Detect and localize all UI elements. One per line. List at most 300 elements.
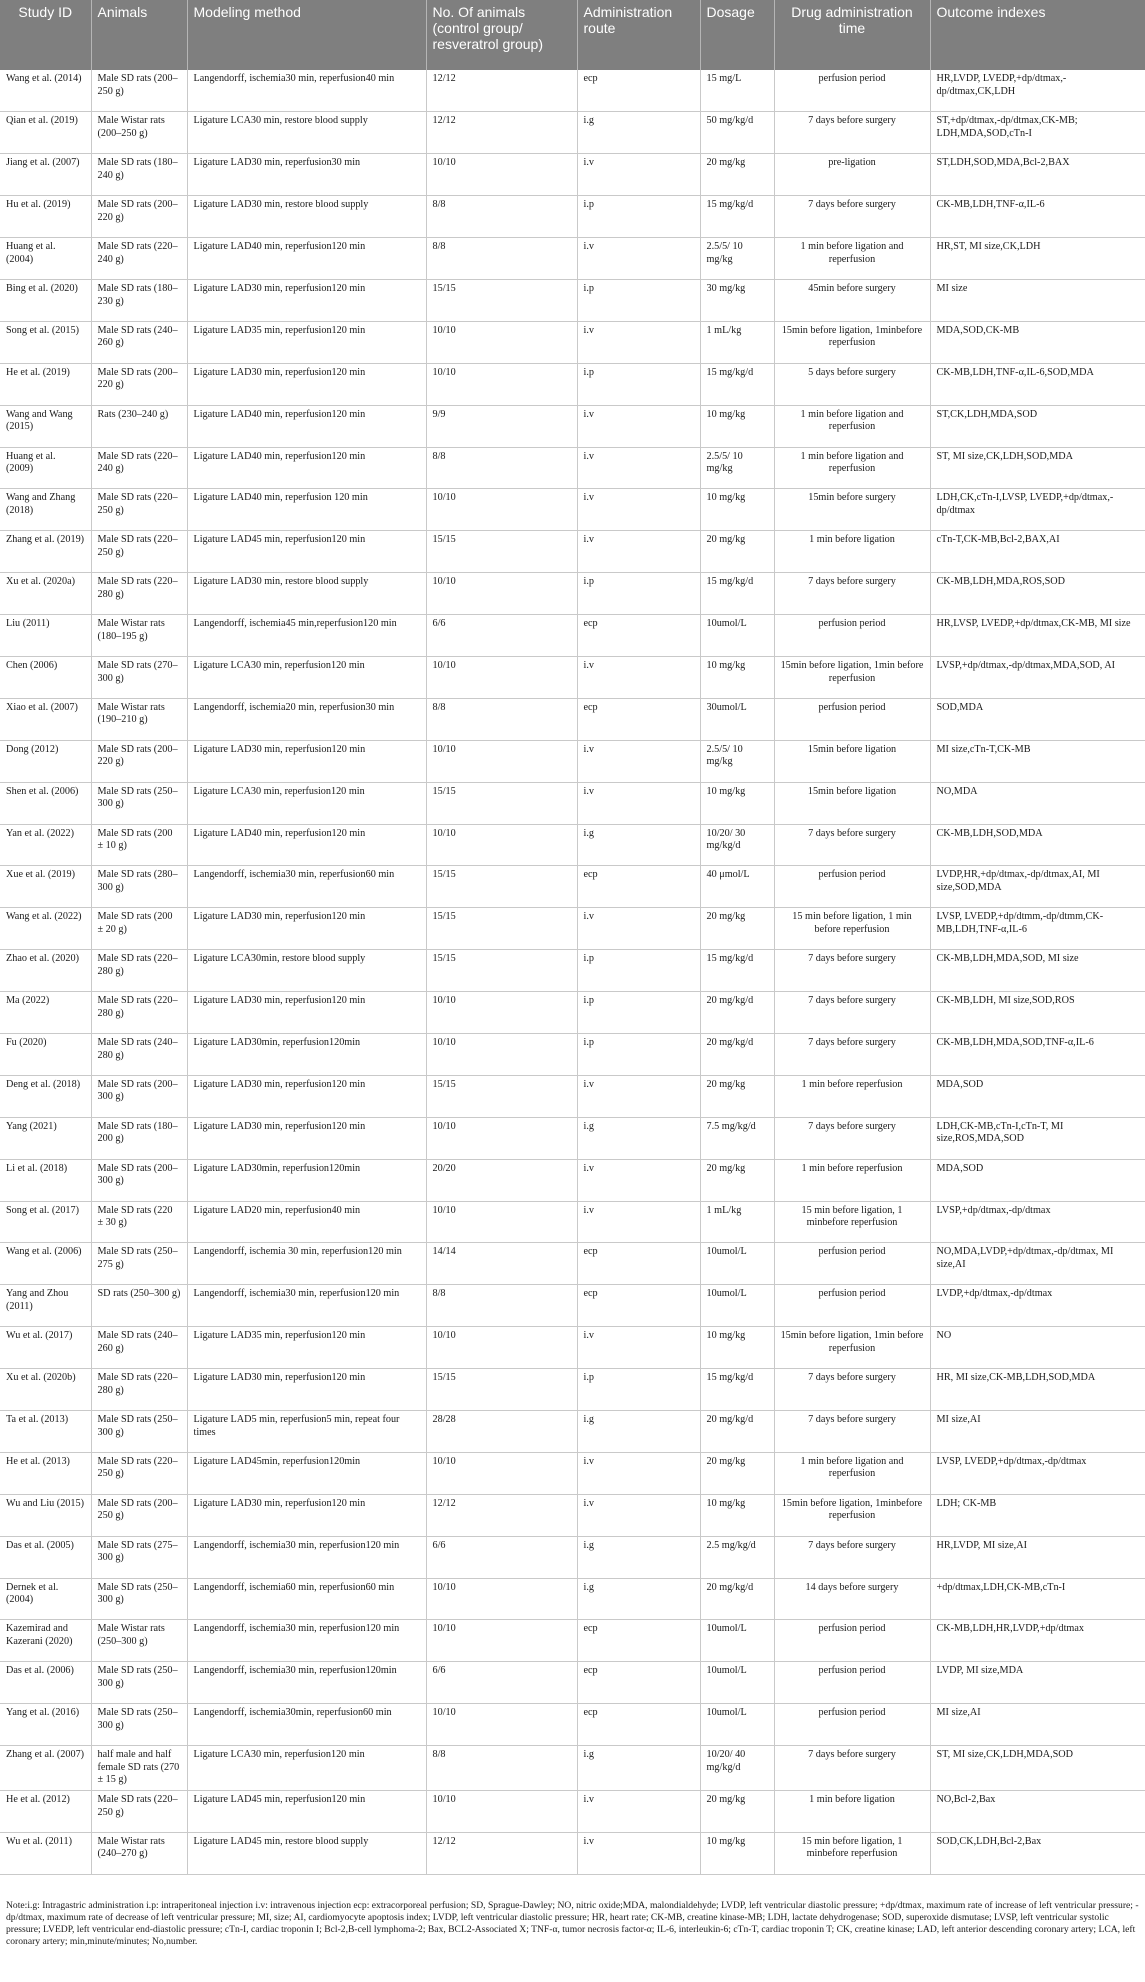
cell-route: i.v bbox=[577, 1159, 700, 1201]
table-row bbox=[0, 1411, 1145, 1453]
table-footnote: Note:i.g: Intragastric administration i.p: intraperitoneal injection i.v: intravenous injection ecp: extracorporeal perfusion; SD, Sprague-Dawley; NO, nitric oxide;MDA, malondialdehyde; LVDP, left ventricular diastolic pressure; +dp/dtmax, maximum rate of increase of left ventricular pressure; -dp/dtmax, maximum rate of decrease of left ventricular pressure; MI, size; AI, cardiomyocyte apoptosis index; LVDP, left ventricular diastolic pressure; HR, heart rate; CK-MB, creatine kinase-MB; LDH, lactate dehydrogenase; SOD, superoxide dismutase; LVSP, left ventricular systolic pressure; LVEDP, left ventricular end-diastolic pressure; cTn-I, cardiac troponin I; Bcl-2,B-cell lymphoma-2; Bax, BCL2-Associated X; TNF-α, tumor necrosis factor-α; IL-6, interleukin-6; cTn-T, cardiac troponin T; CK, creatine kinase; LAD, left anterior descending coronary artery; LCA, left coronary artery; min,minute/minutes; No,number. bbox=[6, 1900, 1139, 1947]
cell-route: i.v bbox=[577, 1075, 700, 1117]
table-header-row bbox=[0, 0, 1145, 70]
cell-administration-time: 1 min before ligation bbox=[774, 531, 930, 573]
cell-modeling-method: Langendorff, ischemia30 min, reperfusion120 min bbox=[187, 1285, 426, 1327]
cell-dosage: 50 mg/kg/d bbox=[700, 112, 774, 154]
cell-outcome-indexes: +dp/dtmax,LDH,CK-MB,cTn-I bbox=[930, 1578, 1145, 1620]
header-modeling-method: Modeling method bbox=[187, 0, 426, 70]
cell-administration-time: 7 days before surgery bbox=[774, 1746, 930, 1791]
cell-outcome-indexes: HR,LVDP, LVEDP,+dp/dtmax,-dp/dtmax,CK,LDH bbox=[930, 70, 1145, 112]
cell-route: i.v bbox=[577, 154, 700, 196]
cell-study-id: Deng et al. (2018) bbox=[0, 1075, 91, 1117]
cell-outcome-indexes: MI size,cTn-T,CK-MB bbox=[930, 740, 1145, 782]
cell-animals: Male Wistar rats (180–195 g) bbox=[91, 615, 187, 657]
cell-administration-time: 5 days before surgery bbox=[774, 363, 930, 405]
table-row bbox=[0, 531, 1145, 573]
cell-dosage: 20 mg/kg bbox=[700, 531, 774, 573]
cell-modeling-method: Ligature LAD45 min, restore blood supply bbox=[187, 1832, 426, 1874]
cell-outcome-indexes: NO,Bcl-2,Bax bbox=[930, 1790, 1145, 1832]
cell-outcome-indexes: LVDP,+dp/dtmax,-dp/dtmax bbox=[930, 1285, 1145, 1327]
cell-dosage: 40 μmol/L bbox=[700, 866, 774, 908]
cell-route: ecp bbox=[577, 1285, 700, 1327]
cell-route: i.v bbox=[577, 405, 700, 447]
cell-outcome-indexes: LVSP,+dp/dtmax,-dp/dtmax bbox=[930, 1201, 1145, 1243]
cell-animal-count: 15/15 bbox=[426, 908, 577, 950]
cell-route: i.v bbox=[577, 489, 700, 531]
cell-modeling-method: Langendorff, ischemia60 min, reperfusion60 min bbox=[187, 1578, 426, 1620]
cell-animal-count: 10/10 bbox=[426, 656, 577, 698]
table-row bbox=[0, 573, 1145, 615]
cell-dosage: 15 mg/kg/d bbox=[700, 363, 774, 405]
cell-animal-count: 14/14 bbox=[426, 1243, 577, 1285]
cell-study-id: Yang et al. (2016) bbox=[0, 1704, 91, 1746]
cell-study-id: Das et al. (2005) bbox=[0, 1536, 91, 1578]
cell-modeling-method: Ligature LAD30 min, reperfusion120 min bbox=[187, 908, 426, 950]
header-animals: Animals bbox=[91, 0, 187, 70]
table-row bbox=[0, 1201, 1145, 1243]
cell-animal-count: 6/6 bbox=[426, 615, 577, 657]
cell-animal-count: 10/10 bbox=[426, 824, 577, 866]
cell-modeling-method: Langendorff, ischemia45 min,reperfusion120 min bbox=[187, 615, 426, 657]
cell-administration-time: 7 days before surgery bbox=[774, 196, 930, 238]
table-row bbox=[0, 656, 1145, 698]
cell-animals: Male SD rats (250–300 g) bbox=[91, 1704, 187, 1746]
cell-study-id: Yang (2021) bbox=[0, 1117, 91, 1159]
cell-dosage: 15 mg/L bbox=[700, 70, 774, 112]
cell-dosage: 20 mg/kg/d bbox=[700, 1578, 774, 1620]
cell-study-id: Huang et al. (2004) bbox=[0, 238, 91, 280]
cell-modeling-method: Langendorff, ischemia30 min, reperfusion60 min bbox=[187, 866, 426, 908]
table-row bbox=[0, 1790, 1145, 1832]
cell-route: ecp bbox=[577, 615, 700, 657]
cell-outcome-indexes: LVDP, MI size,MDA bbox=[930, 1662, 1145, 1704]
cell-modeling-method: Ligature LAD40 min, reperfusion120 min bbox=[187, 405, 426, 447]
table-row bbox=[0, 992, 1145, 1034]
cell-route: ecp bbox=[577, 1620, 700, 1662]
cell-administration-time: 14 days before surgery bbox=[774, 1578, 930, 1620]
cell-animals: Male SD rats (200 ± 10 g) bbox=[91, 824, 187, 866]
cell-animal-count: 12/12 bbox=[426, 1494, 577, 1536]
cell-route: i.g bbox=[577, 1117, 700, 1159]
cell-animals: Male SD rats (220–240 g) bbox=[91, 238, 187, 280]
cell-administration-time: perfusion period bbox=[774, 1285, 930, 1327]
cell-modeling-method: Ligature LAD40 min, reperfusion120 min bbox=[187, 238, 426, 280]
cell-dosage: 2.5/5/ 10 mg/kg bbox=[700, 740, 774, 782]
cell-outcome-indexes: CK-MB,LDH,TNF-α,IL-6 bbox=[930, 196, 1145, 238]
cell-animal-count: 10/10 bbox=[426, 321, 577, 363]
table-row bbox=[0, 112, 1145, 154]
cell-outcome-indexes: CK-MB,LDH,SOD,MDA bbox=[930, 824, 1145, 866]
cell-administration-time: 15min before ligation bbox=[774, 740, 930, 782]
cell-modeling-method: Ligature LAD30min, reperfusion120min bbox=[187, 1033, 426, 1075]
cell-study-id: Song et al. (2015) bbox=[0, 321, 91, 363]
cell-animal-count: 12/12 bbox=[426, 1832, 577, 1874]
cell-study-id: Li et al. (2018) bbox=[0, 1159, 91, 1201]
cell-animals: Rats (230–240 g) bbox=[91, 405, 187, 447]
table-row bbox=[0, 405, 1145, 447]
cell-route: i.v bbox=[577, 782, 700, 824]
table-row bbox=[0, 1369, 1145, 1411]
cell-route: i.v bbox=[577, 908, 700, 950]
cell-study-id: Dong (2012) bbox=[0, 740, 91, 782]
cell-study-id: Yang and Zhou (2011) bbox=[0, 1285, 91, 1327]
cell-study-id: Xu et al. (2020b) bbox=[0, 1369, 91, 1411]
cell-animal-count: 15/15 bbox=[426, 1369, 577, 1411]
cell-modeling-method: Ligature LAD40 min, reperfusion 120 min bbox=[187, 489, 426, 531]
cell-outcome-indexes: HR,LVDP, MI size,AI bbox=[930, 1536, 1145, 1578]
cell-administration-time: 1 min before ligation and reperfusion bbox=[774, 405, 930, 447]
cell-study-id: Xiao et al. (2007) bbox=[0, 698, 91, 740]
cell-animals: Male SD rats (250–300 g) bbox=[91, 1578, 187, 1620]
cell-animals: Male SD rats (220–280 g) bbox=[91, 573, 187, 615]
cell-animal-count: 15/15 bbox=[426, 950, 577, 992]
cell-route: ecp bbox=[577, 1243, 700, 1285]
cell-animals: Male SD rats (250–300 g) bbox=[91, 1662, 187, 1704]
cell-animal-count: 10/10 bbox=[426, 992, 577, 1034]
cell-route: i.g bbox=[577, 112, 700, 154]
header-outcome-indexes: Outcome indexes bbox=[930, 0, 1145, 70]
cell-modeling-method: Ligature LCA30min, restore blood supply bbox=[187, 950, 426, 992]
cell-animals: Male SD rats (200 ± 20 g) bbox=[91, 908, 187, 950]
cell-route: i.v bbox=[577, 238, 700, 280]
table-row bbox=[0, 489, 1145, 531]
cell-modeling-method: Ligature LAD5 min, reperfusion5 min, repeat four times bbox=[187, 1411, 426, 1453]
cell-route: i.p bbox=[577, 1369, 700, 1411]
cell-study-id: He et al. (2012) bbox=[0, 1790, 91, 1832]
cell-dosage: 2.5/5/ 10 mg/kg bbox=[700, 238, 774, 280]
table-row bbox=[0, 615, 1145, 657]
cell-modeling-method: Langendorff, ischemia30 min, reperfusion120min bbox=[187, 1662, 426, 1704]
cell-animals: Male SD rats (240–260 g) bbox=[91, 1327, 187, 1369]
cell-administration-time: 1 min before ligation and reperfusion bbox=[774, 447, 930, 489]
cell-modeling-method: Ligature LAD30 min, reperfusion30 min bbox=[187, 154, 426, 196]
cell-study-id: Bing et al. (2020) bbox=[0, 279, 91, 321]
cell-study-id: Liu (2011) bbox=[0, 615, 91, 657]
cell-animals: Male SD rats (220 ± 30 g) bbox=[91, 1201, 187, 1243]
cell-study-id: Qian et al. (2019) bbox=[0, 112, 91, 154]
table-row bbox=[0, 1620, 1145, 1662]
cell-outcome-indexes: cTn-T,CK-MB,Bcl-2,BAX,AI bbox=[930, 531, 1145, 573]
cell-animal-count: 12/12 bbox=[426, 70, 577, 112]
cell-dosage: 20 mg/kg bbox=[700, 1075, 774, 1117]
cell-administration-time: 15min before ligation, 1min before reperfusion bbox=[774, 1327, 930, 1369]
cell-animals: half male and half female SD rats (270 ± 15 g) bbox=[91, 1746, 187, 1791]
cell-animals: Male SD rats (240–260 g) bbox=[91, 321, 187, 363]
cell-dosage: 10 mg/kg bbox=[700, 1832, 774, 1874]
cell-animal-count: 10/10 bbox=[426, 363, 577, 405]
cell-animal-count: 10/10 bbox=[426, 573, 577, 615]
cell-dosage: 10umol/L bbox=[700, 615, 774, 657]
cell-administration-time: 7 days before surgery bbox=[774, 573, 930, 615]
table-row bbox=[0, 1578, 1145, 1620]
table-row bbox=[0, 1832, 1145, 1874]
cell-animal-count: 15/15 bbox=[426, 782, 577, 824]
cell-administration-time: 15min before ligation, 1minbefore reperfusion bbox=[774, 321, 930, 363]
cell-dosage: 20 mg/kg bbox=[700, 154, 774, 196]
cell-outcome-indexes: NO bbox=[930, 1327, 1145, 1369]
cell-modeling-method: Ligature LAD30 min, restore blood supply bbox=[187, 196, 426, 238]
cell-animal-count: 8/8 bbox=[426, 1746, 577, 1791]
table-row bbox=[0, 782, 1145, 824]
cell-administration-time: 1 min before ligation and reperfusion bbox=[774, 238, 930, 280]
cell-outcome-indexes: MI size,AI bbox=[930, 1704, 1145, 1746]
cell-animal-count: 10/10 bbox=[426, 1790, 577, 1832]
table-row bbox=[0, 279, 1145, 321]
cell-study-id: Shen et al. (2006) bbox=[0, 782, 91, 824]
cell-animals: Male SD rats (250–300 g) bbox=[91, 782, 187, 824]
cell-modeling-method: Ligature LAD30 min, reperfusion120 min bbox=[187, 1075, 426, 1117]
cell-study-id: Xue et al. (2019) bbox=[0, 866, 91, 908]
cell-route: ecp bbox=[577, 866, 700, 908]
cell-outcome-indexes: CK-MB,LDH, MI size,SOD,ROS bbox=[930, 992, 1145, 1034]
cell-administration-time: 15min before ligation, 1min before reperfusion bbox=[774, 656, 930, 698]
table-row bbox=[0, 1327, 1145, 1369]
cell-outcome-indexes: ST, MI size,CK,LDH,MDA,SOD bbox=[930, 1746, 1145, 1791]
cell-animal-count: 20/20 bbox=[426, 1159, 577, 1201]
cell-animals: Male Wistar rats (250–300 g) bbox=[91, 1620, 187, 1662]
cell-dosage: 10/20/ 30 mg/kg/d bbox=[700, 824, 774, 866]
cell-study-id: Wang and Zhang (2018) bbox=[0, 489, 91, 531]
cell-outcome-indexes: SOD,CK,LDH,Bcl-2,Bax bbox=[930, 1832, 1145, 1874]
cell-study-id: Das et al. (2006) bbox=[0, 1662, 91, 1704]
cell-dosage: 15 mg/kg/d bbox=[700, 950, 774, 992]
cell-animal-count: 15/15 bbox=[426, 279, 577, 321]
cell-animal-count: 10/10 bbox=[426, 1117, 577, 1159]
cell-animals: Male SD rats (180–230 g) bbox=[91, 279, 187, 321]
cell-dosage: 15 mg/kg/d bbox=[700, 1369, 774, 1411]
cell-dosage: 10/20/ 40 mg/kg/d bbox=[700, 1746, 774, 1791]
cell-study-id: Wu et al. (2017) bbox=[0, 1327, 91, 1369]
table-row bbox=[0, 1033, 1145, 1075]
cell-outcome-indexes: MDA,SOD bbox=[930, 1159, 1145, 1201]
cell-dosage: 10umol/L bbox=[700, 1243, 774, 1285]
cell-route: i.g bbox=[577, 1411, 700, 1453]
cell-route: i.v bbox=[577, 1327, 700, 1369]
table-row bbox=[0, 824, 1145, 866]
cell-study-id: Wang et al. (2014) bbox=[0, 70, 91, 112]
cell-administration-time: 15min before ligation bbox=[774, 782, 930, 824]
cell-administration-time: perfusion period bbox=[774, 698, 930, 740]
cell-animal-count: 10/10 bbox=[426, 1327, 577, 1369]
cell-animals: Male SD rats (220–250 g) bbox=[91, 489, 187, 531]
header-administration-route: Administration route bbox=[577, 0, 700, 70]
cell-animals: Male SD rats (200–220 g) bbox=[91, 363, 187, 405]
cell-outcome-indexes: MDA,SOD bbox=[930, 1075, 1145, 1117]
cell-animal-count: 12/12 bbox=[426, 112, 577, 154]
cell-administration-time: 7 days before surgery bbox=[774, 1536, 930, 1578]
cell-outcome-indexes: NO,MDA bbox=[930, 782, 1145, 824]
cell-study-id: Zhao et al. (2020) bbox=[0, 950, 91, 992]
cell-modeling-method: Ligature LCA30 min, restore blood supply bbox=[187, 112, 426, 154]
cell-route: i.v bbox=[577, 531, 700, 573]
cell-outcome-indexes: HR,LVSP, LVEDP,+dp/dtmax,CK-MB, MI size bbox=[930, 615, 1145, 657]
cell-route: i.v bbox=[577, 1452, 700, 1494]
cell-modeling-method: Ligature LAD45min, reperfusion120min bbox=[187, 1452, 426, 1494]
cell-animal-count: 10/10 bbox=[426, 1620, 577, 1662]
cell-administration-time: 1 min before ligation and reperfusion bbox=[774, 1452, 930, 1494]
cell-outcome-indexes: LVSP, LVEDP,+dp/dtmm,-dp/dtmm,CK-MB,LDH,TNF-α,IL-6 bbox=[930, 908, 1145, 950]
cell-dosage: 20 mg/kg bbox=[700, 1159, 774, 1201]
cell-route: i.v bbox=[577, 740, 700, 782]
cell-dosage: 20 mg/kg bbox=[700, 1790, 774, 1832]
cell-animals: Male SD rats (200–300 g) bbox=[91, 1159, 187, 1201]
cell-outcome-indexes: HR, MI size,CK-MB,LDH,SOD,MDA bbox=[930, 1369, 1145, 1411]
cell-modeling-method: Ligature LAD45 min, reperfusion120 min bbox=[187, 1790, 426, 1832]
cell-animals: Male Wistar rats (200–250 g) bbox=[91, 112, 187, 154]
cell-animals: Male SD rats (200–220 g) bbox=[91, 740, 187, 782]
cell-study-id: Jiang et al. (2007) bbox=[0, 154, 91, 196]
cell-route: i.p bbox=[577, 196, 700, 238]
cell-study-id: Hu et al. (2019) bbox=[0, 196, 91, 238]
cell-route: i.v bbox=[577, 1494, 700, 1536]
cell-modeling-method: Ligature LAD30 min, reperfusion120 min bbox=[187, 363, 426, 405]
cell-animal-count: 9/9 bbox=[426, 405, 577, 447]
cell-administration-time: 15 min before ligation, 1 minbefore reperfusion bbox=[774, 1201, 930, 1243]
cell-dosage: 2.5/5/ 10 mg/kg bbox=[700, 447, 774, 489]
cell-modeling-method: Ligature LCA30 min, reperfusion120 min bbox=[187, 782, 426, 824]
cell-modeling-method: Ligature LAD40 min, reperfusion120 min bbox=[187, 447, 426, 489]
cell-modeling-method: Langendorff, ischemia30 min, reperfusion120 min bbox=[187, 1620, 426, 1662]
cell-animals: Male Wistar rats (190–210 g) bbox=[91, 698, 187, 740]
cell-dosage: 10 mg/kg bbox=[700, 782, 774, 824]
cell-animals: Male SD rats (180–200 g) bbox=[91, 1117, 187, 1159]
cell-route: i.v bbox=[577, 1832, 700, 1874]
cell-outcome-indexes: SOD,MDA bbox=[930, 698, 1145, 740]
cell-dosage: 10 mg/kg bbox=[700, 489, 774, 531]
cell-administration-time: 7 days before surgery bbox=[774, 1369, 930, 1411]
cell-outcome-indexes: CK-MB,LDH,MDA,ROS,SOD bbox=[930, 573, 1145, 615]
cell-administration-time: 7 days before surgery bbox=[774, 824, 930, 866]
cell-administration-time: 15 min before ligation, 1 min before reperfusion bbox=[774, 908, 930, 950]
cell-modeling-method: Ligature LAD35 min, reperfusion120 min bbox=[187, 1327, 426, 1369]
cell-route: ecp bbox=[577, 698, 700, 740]
cell-administration-time: 7 days before surgery bbox=[774, 950, 930, 992]
cell-study-id: Dernek et al. (2004) bbox=[0, 1578, 91, 1620]
header-study-id: Study ID bbox=[0, 0, 91, 70]
cell-study-id: Song et al. (2017) bbox=[0, 1201, 91, 1243]
cell-outcome-indexes: CK-MB,LDH,HR,LVDP,+dp/dtmax bbox=[930, 1620, 1145, 1662]
cell-study-id: Wang et al. (2022) bbox=[0, 908, 91, 950]
cell-animal-count: 10/10 bbox=[426, 1452, 577, 1494]
cell-outcome-indexes: ST, MI size,CK,LDH,SOD,MDA bbox=[930, 447, 1145, 489]
table-row bbox=[0, 740, 1145, 782]
table-row bbox=[0, 1704, 1145, 1746]
cell-study-id: Wu et al. (2011) bbox=[0, 1832, 91, 1874]
cell-animals: Male SD rats (200–300 g) bbox=[91, 1075, 187, 1117]
cell-dosage: 20 mg/kg/d bbox=[700, 992, 774, 1034]
cell-study-id: Wang and Wang (2015) bbox=[0, 405, 91, 447]
cell-study-id: Xu et al. (2020a) bbox=[0, 573, 91, 615]
cell-dosage: 10 mg/kg bbox=[700, 656, 774, 698]
cell-modeling-method: Ligature LAD40 min, reperfusion120 min bbox=[187, 824, 426, 866]
cell-animal-count: 15/15 bbox=[426, 866, 577, 908]
cell-administration-time: perfusion period bbox=[774, 1620, 930, 1662]
cell-dosage: 10umol/L bbox=[700, 1620, 774, 1662]
cell-outcome-indexes: LVDP,HR,+dp/dtmax,-dp/dtmax,AI, MI size,SOD,MDA bbox=[930, 866, 1145, 908]
table-row bbox=[0, 447, 1145, 489]
cell-study-id: Chen (2006) bbox=[0, 656, 91, 698]
cell-animal-count: 6/6 bbox=[426, 1536, 577, 1578]
cell-route: i.v bbox=[577, 656, 700, 698]
cell-dosage: 15 mg/kg/d bbox=[700, 196, 774, 238]
cell-route: ecp bbox=[577, 1662, 700, 1704]
table-row bbox=[0, 908, 1145, 950]
table-row bbox=[0, 70, 1145, 112]
cell-animals: Male SD rats (240–280 g) bbox=[91, 1033, 187, 1075]
table-row bbox=[0, 950, 1145, 992]
cell-animals: Male SD rats (275–300 g) bbox=[91, 1536, 187, 1578]
cell-administration-time: perfusion period bbox=[774, 70, 930, 112]
cell-outcome-indexes: MI size bbox=[930, 279, 1145, 321]
cell-animal-count: 8/8 bbox=[426, 1285, 577, 1327]
cell-administration-time: 45min before surgery bbox=[774, 279, 930, 321]
cell-dosage: 1 mL/kg bbox=[700, 1201, 774, 1243]
cell-animals: Male SD rats (220–240 g) bbox=[91, 447, 187, 489]
cell-animals: Male SD rats (250–300 g) bbox=[91, 1411, 187, 1453]
table-row bbox=[0, 1662, 1145, 1704]
cell-route: i.v bbox=[577, 1790, 700, 1832]
cell-administration-time: perfusion period bbox=[774, 1662, 930, 1704]
cell-administration-time: perfusion period bbox=[774, 866, 930, 908]
cell-route: i.p bbox=[577, 1033, 700, 1075]
cell-animal-count: 15/15 bbox=[426, 1075, 577, 1117]
table-row bbox=[0, 154, 1145, 196]
cell-outcome-indexes: LDH; CK-MB bbox=[930, 1494, 1145, 1536]
cell-dosage: 7.5 mg/kg/d bbox=[700, 1117, 774, 1159]
cell-animal-count: 10/10 bbox=[426, 489, 577, 531]
cell-route: i.p bbox=[577, 992, 700, 1034]
cell-study-id: Yan et al. (2022) bbox=[0, 824, 91, 866]
cell-dosage: 30 mg/kg bbox=[700, 279, 774, 321]
cell-administration-time: 7 days before surgery bbox=[774, 1117, 930, 1159]
cell-study-id: Fu (2020) bbox=[0, 1033, 91, 1075]
cell-outcome-indexes: MI size,AI bbox=[930, 1411, 1145, 1453]
cell-route: ecp bbox=[577, 1704, 700, 1746]
cell-animal-count: 10/10 bbox=[426, 1033, 577, 1075]
cell-dosage: 10umol/L bbox=[700, 1704, 774, 1746]
cell-study-id: Ta et al. (2013) bbox=[0, 1411, 91, 1453]
cell-study-id: He et al. (2019) bbox=[0, 363, 91, 405]
cell-dosage: 1 mL/kg bbox=[700, 321, 774, 363]
table-row bbox=[0, 1243, 1145, 1285]
cell-animals: Male SD rats (220–280 g) bbox=[91, 1369, 187, 1411]
header-dosage: Dosage bbox=[700, 0, 774, 70]
cell-administration-time: 7 days before surgery bbox=[774, 1033, 930, 1075]
cell-animals: Male SD rats (200–250 g) bbox=[91, 70, 187, 112]
table-row bbox=[0, 238, 1145, 280]
cell-modeling-method: Langendorff, ischemia30 min, reperfusion40 min bbox=[187, 70, 426, 112]
cell-modeling-method: Ligature LAD30 min, reperfusion120 min bbox=[187, 992, 426, 1034]
cell-study-id: Wang et al. (2006) bbox=[0, 1243, 91, 1285]
cell-modeling-method: Ligature LCA30 min, reperfusion120 min bbox=[187, 656, 426, 698]
cell-outcome-indexes: NO,MDA,LVDP,+dp/dtmax,-dp/dtmax, MI size,AI bbox=[930, 1243, 1145, 1285]
cell-animals: Male SD rats (220–280 g) bbox=[91, 992, 187, 1034]
cell-animals: Male SD rats (220–250 g) bbox=[91, 1790, 187, 1832]
cell-administration-time: 15min before surgery bbox=[774, 489, 930, 531]
cell-study-id: Zhang et al. (2019) bbox=[0, 531, 91, 573]
cell-animal-count: 8/8 bbox=[426, 196, 577, 238]
cell-dosage: 10umol/L bbox=[700, 1285, 774, 1327]
table-row bbox=[0, 1494, 1145, 1536]
cell-animal-count: 8/8 bbox=[426, 698, 577, 740]
cell-administration-time: 15min before ligation, 1minbefore reperfusion bbox=[774, 1494, 930, 1536]
cell-route: i.p bbox=[577, 363, 700, 405]
cell-administration-time: 7 days before surgery bbox=[774, 112, 930, 154]
cell-route: i.v bbox=[577, 1201, 700, 1243]
table-row bbox=[0, 1117, 1145, 1159]
cell-administration-time: 1 min before reperfusion bbox=[774, 1159, 930, 1201]
